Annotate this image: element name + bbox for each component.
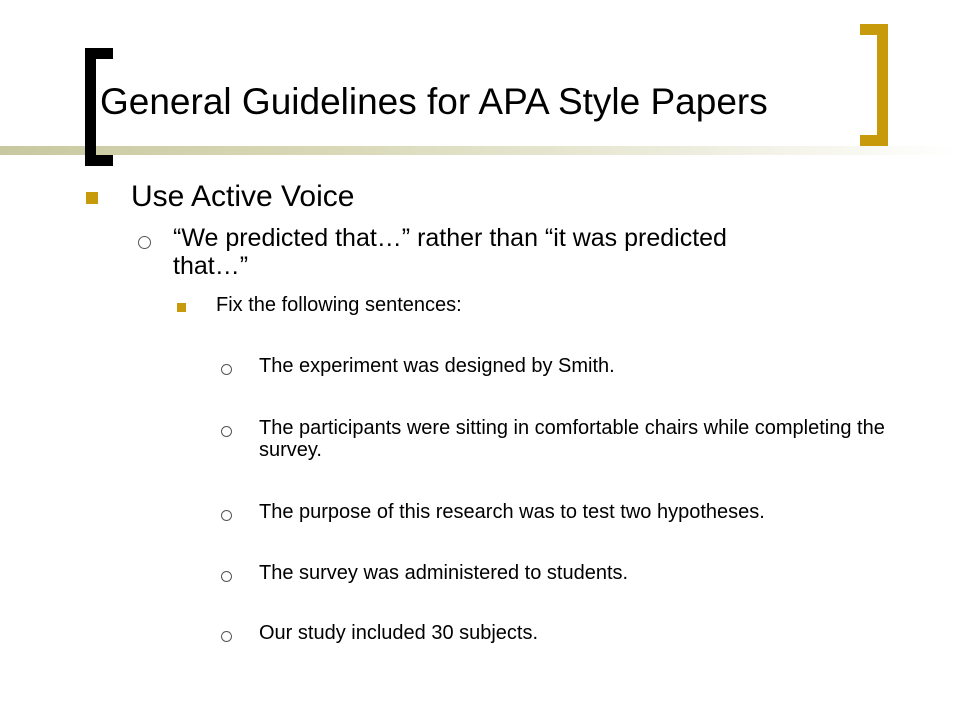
bullet-level3-text: Fix the following sentences: <box>216 294 462 316</box>
title-rule-bar <box>0 146 960 155</box>
ring-bullet-icon <box>221 631 232 642</box>
ring-bullet-icon <box>221 510 232 521</box>
bullet-level2-text: “We predicted that…” rather than “it was predicted that…” <box>173 224 727 280</box>
sentence-text: The participants were sitting in comfortable chairs while completing the survey. <box>259 417 885 461</box>
sentence-text: The purpose of this research was to test two hypotheses. <box>259 501 765 523</box>
ring-bullet-icon <box>221 364 232 375</box>
ring-bullet-icon <box>221 426 232 437</box>
ring-bullet-icon <box>221 571 232 582</box>
sentence-text: Our study included 30 subjects. <box>259 622 539 644</box>
ring-bullet-icon <box>138 236 151 249</box>
slide-title: General Guidelines for APA Style Papers <box>100 81 768 122</box>
sentence-text: The experiment was designed by Smith. <box>259 355 615 377</box>
square-bullet-icon <box>86 192 98 204</box>
sentence-text: The survey was administered to students. <box>259 562 629 584</box>
square-bullet-icon <box>177 303 186 312</box>
bullet-level1-text: Use Active Voice <box>131 180 355 213</box>
